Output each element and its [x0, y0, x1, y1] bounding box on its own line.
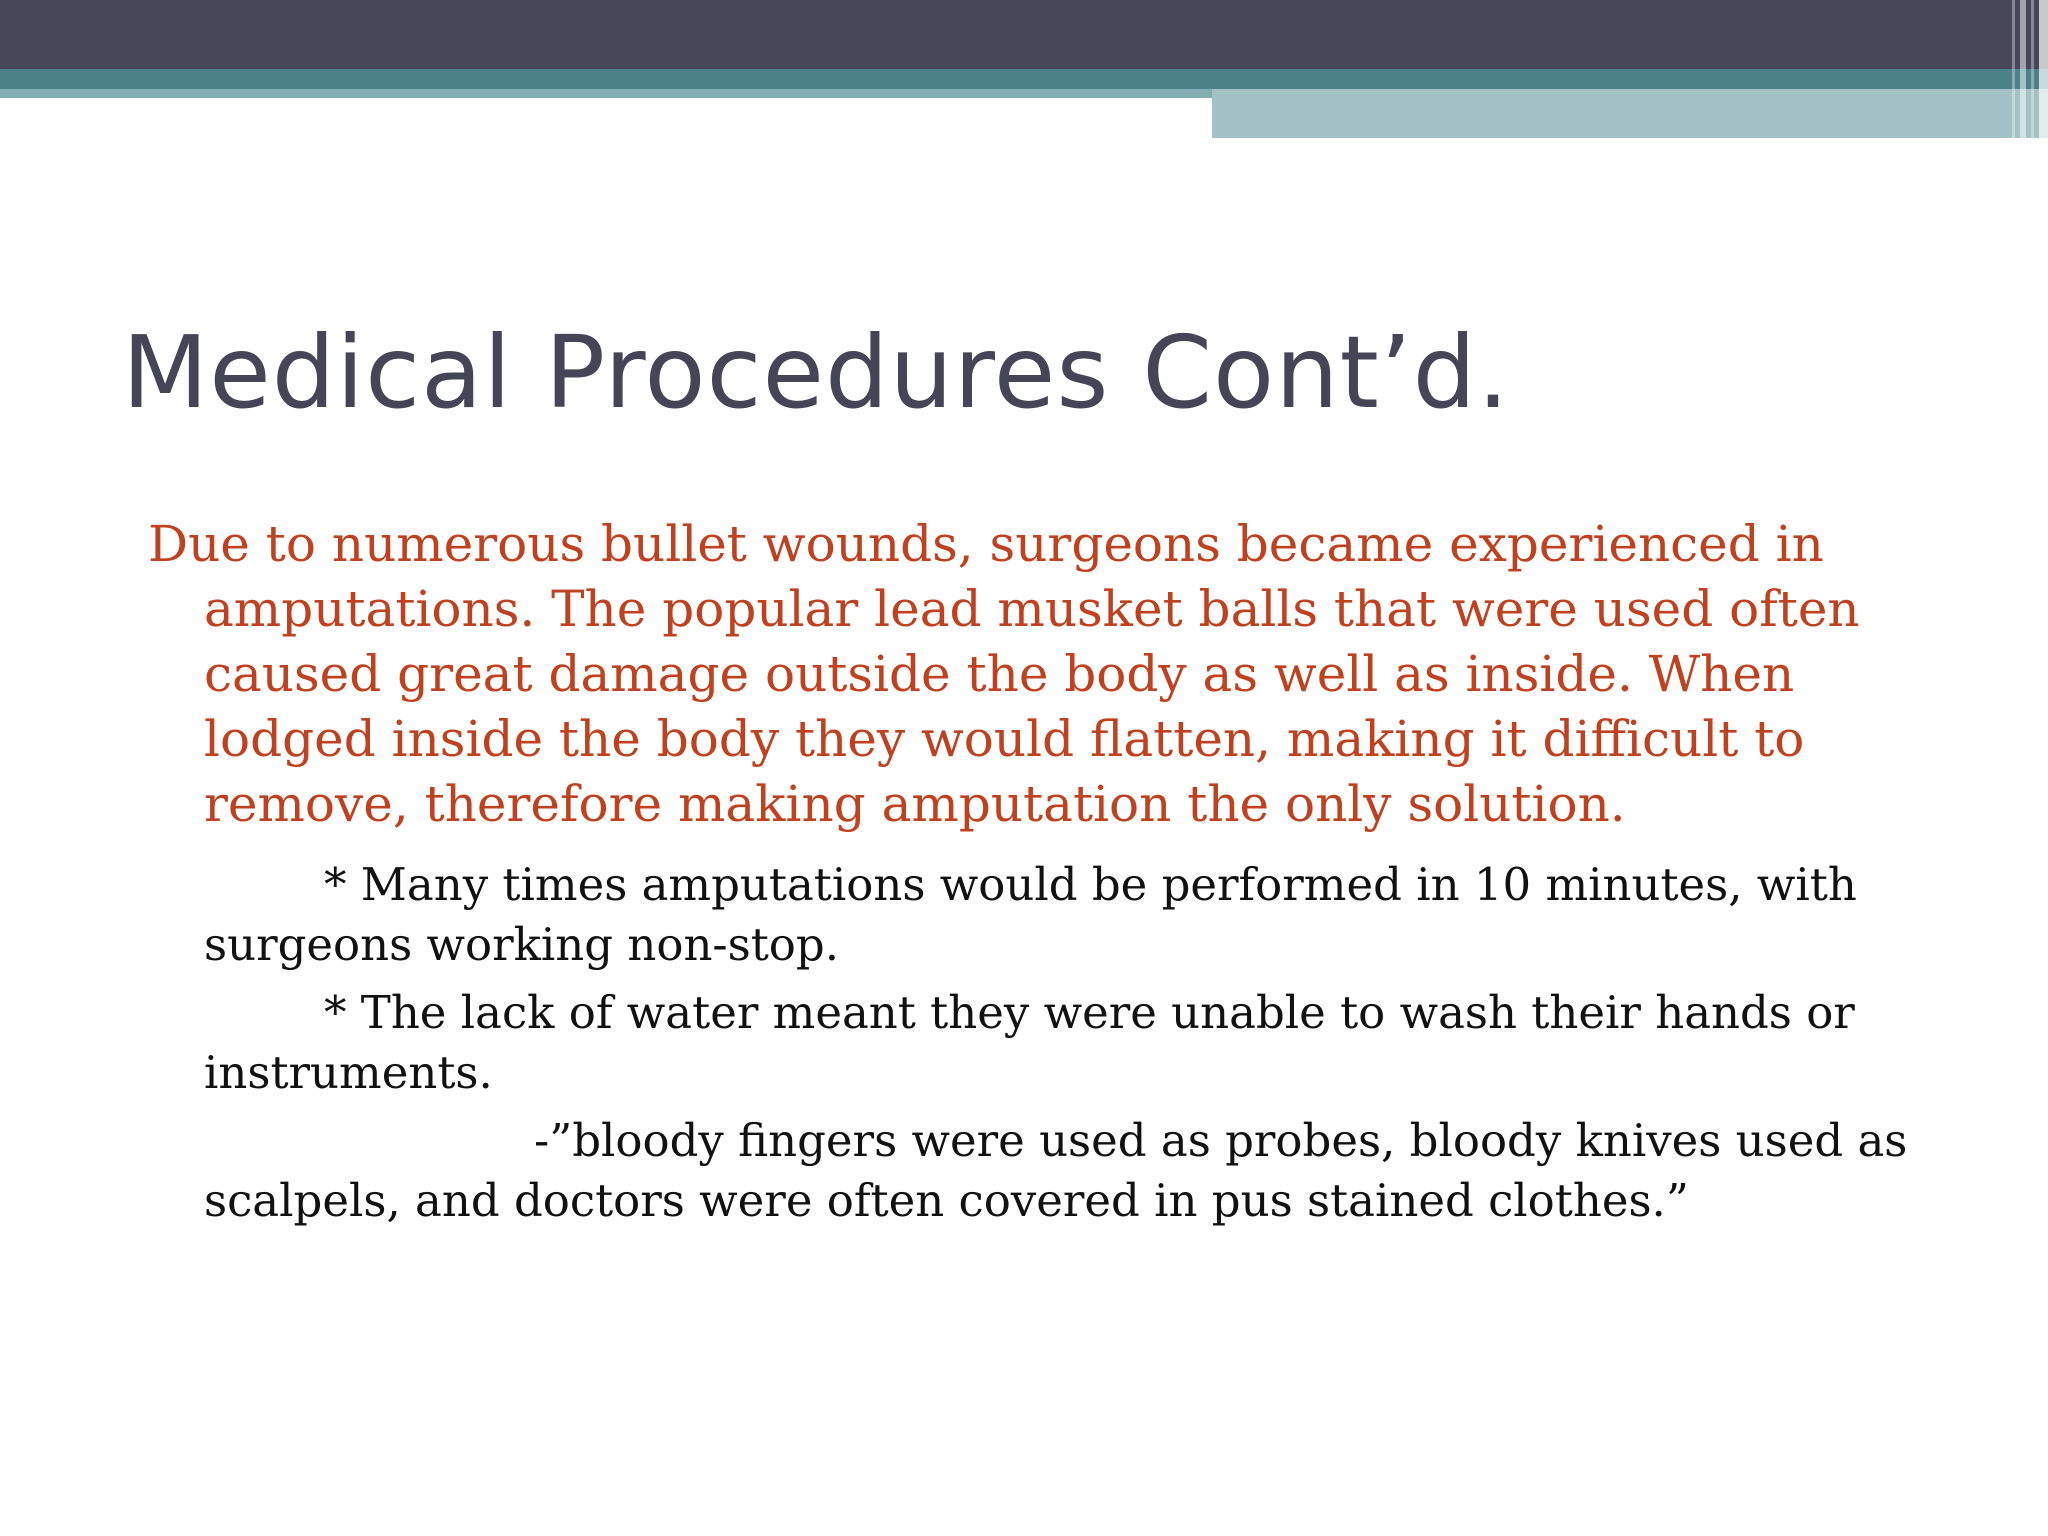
header-band-dark — [0, 0, 2048, 69]
header-edge-stripes — [1988, 0, 2048, 138]
header-band-pale — [1212, 89, 2048, 138]
note-text: * The lack of water meant they were unable to wash their hands or instruments. — [204, 986, 1855, 1099]
main-paragraph: Due to numerous bullet wounds, surgeons became experienced in amputations. The popular lead musket balls that were used often caused great damage outside the body as well as inside. When lodged inside the body they would flatten, making it difficult to remove, therefore making amputation the only solution. — [148, 515, 1860, 833]
quote-item — [204, 1111, 1908, 1231]
note-item — [204, 855, 1908, 975]
header-band-teal — [0, 69, 2048, 89]
note-item — [204, 983, 1908, 1103]
slide-title: Medical Procedures Cont’d. — [122, 314, 1510, 431]
quote-text: -”bloody fingers were used as probes, bloody knives used as scalpels, and doctors were often covered in pus stained clothes.” — [204, 1114, 1908, 1227]
header-band-teal-light — [0, 89, 1212, 98]
note-text: * Many times amputations would be performed in 10 minutes, with surgeons working non-stop. — [204, 858, 1857, 971]
slide-body — [148, 512, 1908, 1231]
